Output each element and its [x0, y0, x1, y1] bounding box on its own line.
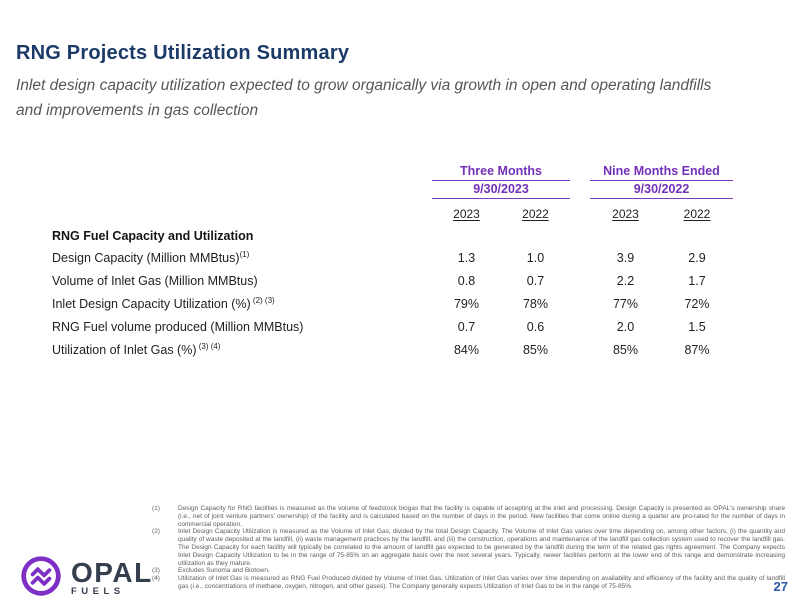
row-label	[52, 320, 432, 334]
year-column-header	[432, 207, 501, 221]
row-label-text: Utilization of Inlet Gas (%)	[52, 342, 197, 357]
row-label	[52, 343, 432, 357]
subtitle: Inlet design capacity utilization expected to grow organically via growth in open and operating landfills and improvements in gas collection	[16, 77, 712, 119]
footnote-number: (3)	[152, 567, 160, 575]
group-sublabel: 9/30/2023	[432, 181, 570, 199]
year-label: 2023	[453, 207, 480, 221]
cell-value: 0.7	[526, 273, 545, 288]
table-row-rng-fuel-volume-produced	[52, 315, 733, 338]
cell-value: 79%	[453, 296, 480, 311]
opal-waveform-icon	[20, 555, 62, 600]
page-number: 27	[773, 579, 788, 594]
row-label	[52, 297, 432, 311]
opal-fuels-logo	[20, 555, 153, 600]
year-label: 2022	[522, 207, 549, 221]
logo-subbrand: FUELS	[71, 586, 125, 597]
cell-value: 2.2	[616, 273, 635, 288]
table-year-header-row	[432, 205, 733, 223]
cell-value: 1.3	[457, 250, 476, 265]
year-column-header	[590, 207, 661, 221]
footnote-number: (4)	[152, 575, 160, 583]
footnote-text: Excludes Sunoma and Biotown.	[178, 567, 270, 575]
cell-value: 0.6	[526, 319, 545, 334]
table-row-volume-inlet-gas	[52, 269, 733, 292]
cell-value: 78%	[522, 296, 549, 311]
page-title: RNG Projects Utilization Summary	[16, 42, 350, 64]
cell-value: 85%	[522, 342, 549, 357]
footnote-2	[152, 528, 785, 567]
column-group-nine-months-ended	[590, 163, 733, 199]
cell-value: 1.5	[688, 319, 706, 334]
table-row-design-capacity	[52, 246, 733, 269]
footnote-number: (2)	[152, 528, 160, 536]
year-label: 2022	[683, 207, 711, 221]
footnote-marker: (1)	[239, 249, 250, 259]
footnote-1	[152, 505, 785, 528]
year-label: 2023	[612, 207, 639, 221]
cell-value: 2.9	[688, 250, 706, 265]
cell-value: 1.0	[526, 250, 545, 265]
footnote-3	[152, 567, 785, 575]
row-label-text: Volume of Inlet Gas (Million MMBtus)	[52, 273, 258, 288]
footnote-number: (1)	[152, 505, 160, 512]
column-group-three-months	[432, 163, 570, 199]
cell-value: 72%	[684, 296, 710, 311]
footnote-marker: (3) (4)	[196, 341, 221, 351]
row-label-text: Inlet Design Capacity Utilization (%)	[52, 296, 251, 311]
cell-value: 3.9	[616, 250, 635, 265]
logo-brand: OPAL	[71, 557, 153, 588]
footnotes	[152, 505, 785, 591]
table-row-inlet-design-capacity-utilization	[52, 292, 733, 315]
year-column-header	[661, 207, 733, 221]
utilization-table	[52, 163, 733, 361]
footnote-4	[152, 575, 785, 591]
cell-value: 77%	[612, 296, 639, 311]
cell-value: 85%	[612, 342, 639, 357]
cell-value: 87%	[684, 342, 710, 357]
year-column-header	[501, 207, 570, 221]
logo-text	[71, 557, 153, 597]
cell-value: 2.0	[616, 319, 635, 334]
footnote-marker: (2) (3)	[250, 295, 275, 305]
row-label-text: Design Capacity (Million MMBtus)	[52, 250, 240, 265]
row-label	[52, 274, 432, 288]
group-label: Three Months	[432, 163, 570, 181]
group-label: Nine Months Ended	[590, 163, 733, 181]
footnote-text: Inlet Design Capacity Utilization is measured as the Volume of Inlet Gas, divided by the total Design Capacity. The Volume of Inlet Gas varies over time depending on, among other factors, (i) the quantity and quality of waste deposited at the landfill, (ii) waste management practices by the landfill, and (iii) the construction, operations and maintenance of the landfill gas collection system used to recover the landfill gas. The Design Capacity for each facility will typically be correlated to the amount of landfill gas expected to be generated by the landfill during the term of the related gas rights agreement. The Company expects Inlet Design Capacity Utilization to be in the range of 75-85% on an aggregate basis over the next several years. Typically, newer facilities perform at the lower end of this range and demonstrate increasing utilization as they mature.	[178, 528, 785, 567]
row-label	[52, 251, 432, 265]
table-group-header-row	[52, 163, 733, 199]
cell-value: 0.7	[457, 319, 476, 334]
footnote-text: Design Capacity for RNG facilities is measured as the volume of feedstock biogas that the facility is capable of accepting at the inlet and processing. Design Capacity is presented as OPAL's ownership share (i.e., net of joint venture partners' ownership) of the facility and is calculated based on the number of days in the period. New facilities that come online during a quarter are pro-rated for the number of days in commercial operation.	[178, 505, 785, 528]
cell-value: 84%	[453, 342, 480, 357]
cell-value: 0.8	[457, 273, 476, 288]
row-label-text: RNG Fuel volume produced (Million MMBtus)	[52, 319, 304, 334]
footnote-text: Utilization of Inlet Gas is measured as RNG Fuel Produced divided by Volume of Inlet Gas. Utilization of Inlet Gas varies over time depending on availability and efficiency of the facility and the quality of landfill gas (i.e., concentrations of methane, oxygen, nitrogen, and other gases). The Company generally expects Utilization of Inlet Gas to be in the range of 75-85%.	[178, 575, 785, 590]
table-row-utilization-of-inlet-gas	[52, 338, 733, 361]
table-section-header: RNG Fuel Capacity and Utilization	[52, 229, 254, 243]
group-sublabel: 9/30/2022	[590, 181, 733, 199]
cell-value: 1.7	[688, 273, 706, 288]
